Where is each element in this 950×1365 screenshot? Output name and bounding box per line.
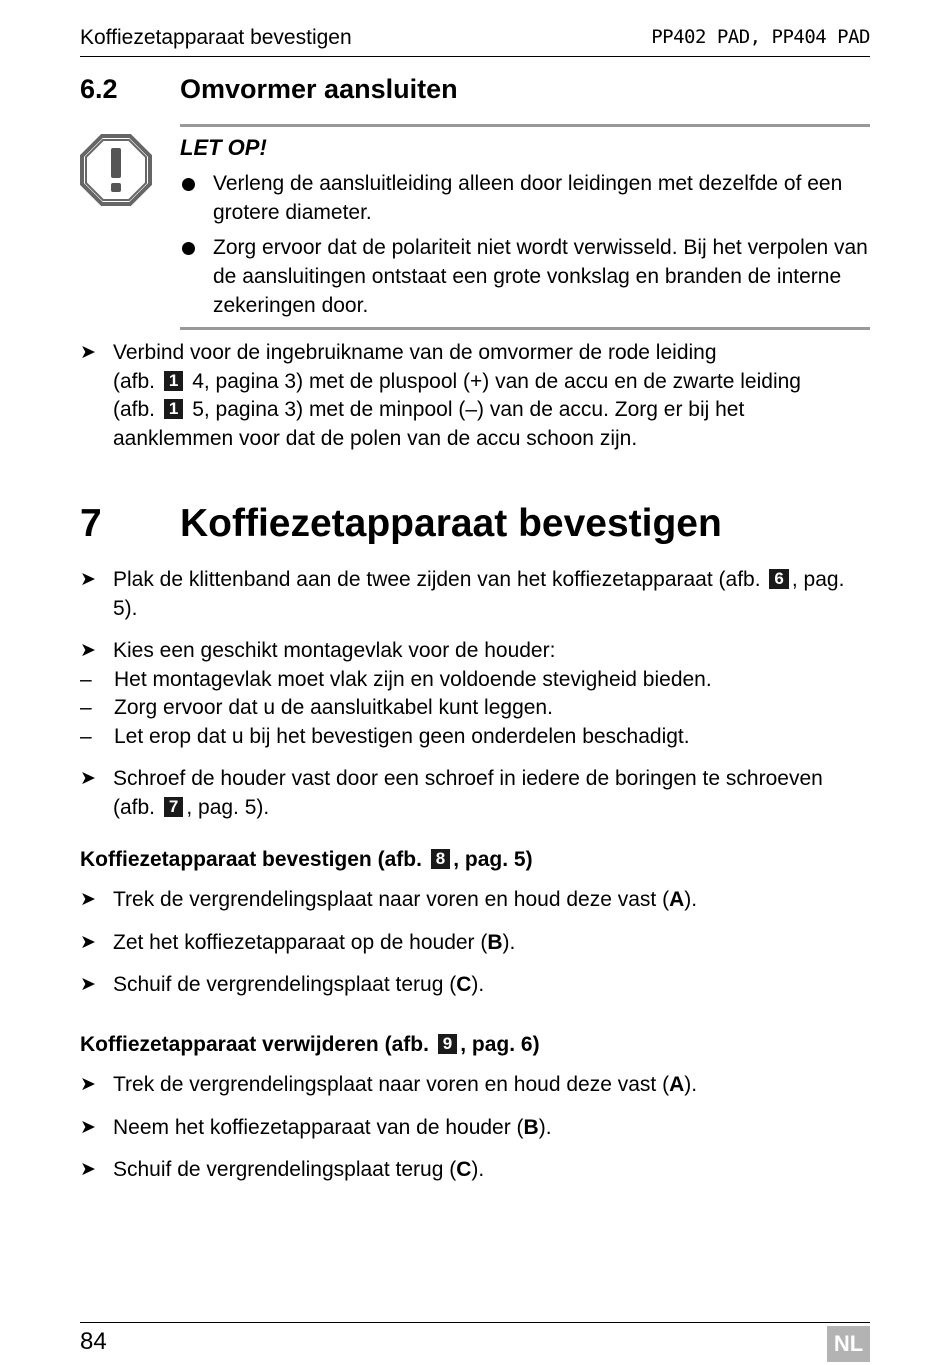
figure-badge: 9 [438, 1034, 457, 1054]
step-text: Schuif de vergrendelingsplaat terug ( [113, 1158, 457, 1181]
step-key: A [669, 888, 685, 911]
section-heading-6-2 [80, 74, 458, 105]
sub-item [80, 723, 870, 752]
instruction-step [80, 1156, 870, 1185]
step-text: 5, pagina 3) met de minpool (–) van de accu. Zorg er bij het aanklemmen voor dat de polen van de accu schoon zijn. [113, 398, 745, 450]
step-key: C [456, 973, 472, 996]
instruction-step [80, 637, 870, 666]
sub-item-text: Zorg ervoor dat u de aansluitkabel kunt leggen. [114, 696, 553, 719]
sub-item [80, 694, 870, 723]
chapter-heading-7 [80, 502, 722, 546]
mount-subsection [80, 848, 870, 1000]
step-text: ). [684, 888, 698, 911]
step-text: Kies een geschikt montagevlak voor de houder: [113, 639, 556, 662]
remove-subsection [80, 1033, 870, 1185]
instruction-step [80, 886, 870, 915]
chapter-title: Koffiezetapparaat bevestigen [180, 502, 722, 545]
step-key: A [669, 1073, 685, 1096]
figure-badge: 6 [769, 569, 788, 589]
step-text: Schroef de houder vast door een schroef in iedere de boringen te schroeven (afb. [113, 767, 823, 819]
arrow-icon: ➤ [80, 342, 96, 363]
figure-badge: 1 [164, 399, 183, 419]
step-text: ). [471, 1158, 485, 1181]
step-key: B [487, 930, 503, 954]
instruction-step [80, 971, 870, 1000]
step-text: , pag. 5). [186, 795, 270, 819]
warning-item [180, 233, 870, 320]
subsection-heading [80, 848, 870, 872]
step-key: B [523, 1115, 539, 1139]
arrow-icon: ➤ [80, 569, 96, 590]
exclamation-octagon-icon [80, 134, 152, 206]
step-text: Trek de vergrendelingsplaat naar voren en houd deze vast ( [113, 888, 670, 911]
step-text: , pag. 5). [113, 568, 845, 620]
instruction-step [80, 1071, 870, 1100]
heading-text: , pag. 6) [460, 1033, 540, 1056]
arrow-icon: ➤ [80, 931, 96, 953]
step-text: Schuif de vergrendelingsplaat terug ( [113, 973, 457, 996]
sub-item-text: Het montagevlak moet vlak zijn en voldoende stevigheid bieden. [114, 667, 712, 691]
dash-icon: – [80, 696, 92, 719]
figure-badge: 1 [164, 371, 183, 391]
step-text: Trek de vergrendelingsplaat naar voren en houd deze vast ( [113, 1073, 670, 1096]
step-text: (afb. [113, 369, 156, 393]
arrow-icon: ➤ [80, 768, 96, 789]
step-text: ). [471, 973, 485, 996]
bullet-icon [182, 178, 195, 191]
heading-text: Koffiezetapparaat verwijderen (afb. [80, 1033, 429, 1056]
instruction-step [80, 339, 870, 453]
step-text: Plak de klittenband aan de twee zijden van het koffiezetapparaat (afb. [113, 568, 761, 591]
arrow-icon: ➤ [80, 1116, 96, 1138]
arrow-icon: ➤ [80, 640, 96, 661]
bullet-icon [182, 242, 195, 255]
section-number: 6.2 [80, 74, 118, 104]
warning-box [180, 124, 870, 330]
arrow-icon: ➤ [80, 889, 96, 910]
subsection-heading [80, 1033, 870, 1057]
figure-badge: 8 [431, 849, 450, 869]
step-text: 4, pagina 3) met de pluspool (+) van de accu en de zwarte leiding [192, 369, 801, 393]
chapter-number: 7 [80, 502, 102, 545]
warning-title: LET OP! [180, 135, 267, 160]
arrow-icon: ➤ [80, 1159, 96, 1180]
footer-divider [80, 1322, 870, 1323]
arrow-icon: ➤ [80, 974, 96, 995]
header-model: PP402 PAD, PP404 PAD [651, 26, 870, 48]
step-text: (afb. [113, 398, 156, 421]
warning-text: Verleng de aansluitleiding alleen door leidingen met dezelfde of een grotere diameter. [213, 172, 843, 224]
figure-badge: 7 [164, 797, 183, 817]
step-text: ). [502, 930, 516, 954]
language-tab: NL [827, 1326, 870, 1362]
step-text: ). [684, 1073, 698, 1096]
instruction-step [80, 1114, 870, 1143]
dash-icon: – [80, 667, 92, 691]
warning-list [180, 169, 870, 326]
section-6-2-steps [80, 339, 870, 453]
section-title: Omvormer aansluiten [180, 74, 458, 104]
section-7-steps [80, 566, 870, 822]
heading-text: , pag. 5) [453, 848, 533, 871]
step-text: Neem het koffiezetapparaat van de houder ( [113, 1115, 524, 1139]
page-number: 84 [80, 1328, 107, 1355]
dash-icon: – [80, 724, 92, 748]
heading-text: Koffiezetapparaat bevestigen (afb. [80, 848, 422, 871]
instruction-step [80, 929, 870, 958]
step-text: ). [538, 1115, 552, 1139]
header-chapter: Koffiezetapparaat bevestigen [80, 26, 352, 49]
instruction-step [80, 566, 870, 623]
warning-text: Zorg ervoor dat de polariteit niet wordt verwisseld. Bij het verpolen van de aansluitingen ontstaat een grote vonkslag en branden de interne zekeringen door. [213, 236, 868, 317]
running-header [80, 26, 870, 57]
arrow-icon: ➤ [80, 1074, 96, 1095]
instruction-step [80, 765, 870, 822]
step-key: C [456, 1158, 472, 1181]
sub-item-text: Let erop dat u bij het bevestigen geen onderdelen beschadigt. [114, 724, 690, 748]
sub-item [80, 666, 870, 695]
step-text: Zet het koffiezetapparaat op de houder ( [113, 930, 488, 954]
step-text: Verbind voor de ingebruikname van de omvormer de rode leiding [113, 341, 717, 364]
warning-item [180, 169, 870, 227]
